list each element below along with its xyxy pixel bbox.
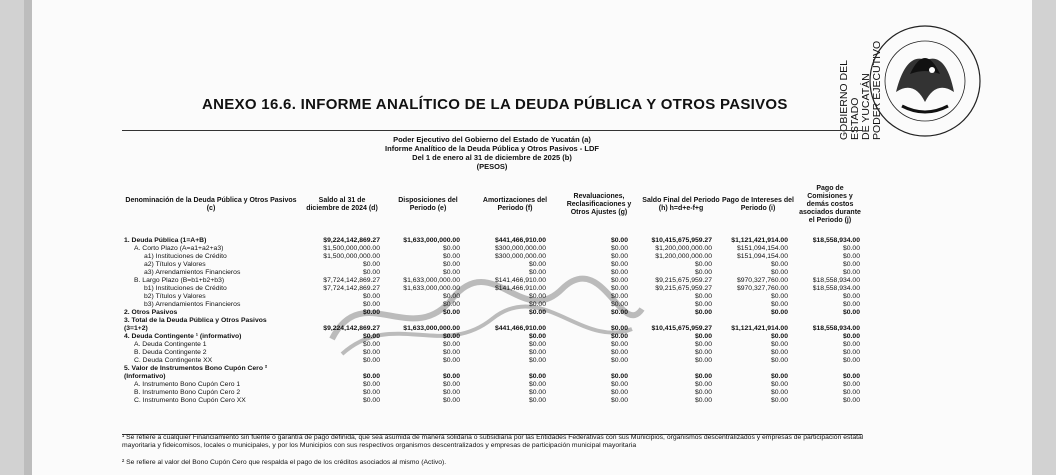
table-cell: $18,558,934.00	[812, 325, 860, 332]
table-cell: $0.00	[842, 389, 860, 396]
table-cell: $0.00	[442, 309, 460, 316]
column-header: Revaluaciones, Reclasificaciones y Otros Ajustes (g)	[566, 193, 632, 216]
stamp-line-2: DE YUCATÁN	[860, 73, 872, 140]
table-cell: $0.00	[442, 301, 460, 308]
footnote-2: ² Se refiere al valor del Bono Cupón Cero que respalda el pago de los créditos asociados al mismo (Activo).	[122, 459, 447, 466]
table-cell: $0.00	[528, 293, 546, 300]
table-cell: $0.00	[528, 341, 546, 348]
table-cell: $0.00	[528, 357, 546, 364]
table-row-label: A. Instrumento Bono Cupón Cero 1	[134, 381, 241, 388]
table-row-label: C. Instrumento Bono Cupón Cero XX	[134, 397, 246, 404]
table-cell: $0.00	[770, 333, 788, 340]
table-cell: $0.00	[842, 253, 860, 260]
table-row-label: 5. Valor de Instrumentos Bono Cupón Cero ²	[124, 365, 268, 372]
table-cell: $18,558,934.00	[812, 285, 860, 292]
table-cell: $0.00	[842, 373, 860, 380]
table-cell: $300,000,000.00	[494, 253, 546, 260]
table-cell: $0.00	[770, 293, 788, 300]
table-cell: $0.00	[528, 397, 546, 404]
table-cell: $0.00	[610, 269, 628, 276]
column-header: Saldo Final del Periodo (h) h=d+e-f+g	[642, 197, 720, 212]
table-cell: $0.00	[842, 341, 860, 348]
table-cell: $0.00	[362, 381, 380, 388]
table-cell: $9,215,675,959.27	[655, 277, 712, 284]
national-seal-icon	[866, 22, 984, 140]
table-row-label: A. Deuda Contingente 1	[134, 341, 207, 348]
table-cell: $0.00	[528, 349, 546, 356]
table-cell: $1,633,000,000.00	[403, 325, 460, 332]
table-cell: $141,466,910.00	[494, 277, 546, 284]
table-cell: $0.00	[362, 349, 380, 356]
table-cell: $0.00	[770, 389, 788, 396]
column-header: Disposiciones del Periodo (e)	[398, 197, 458, 212]
stamp-line-1: GOBIERNO DEL ESTADO	[838, 60, 861, 140]
table-cell: $9,224,142,869.27	[323, 237, 380, 244]
table-cell: $0.00	[770, 309, 788, 316]
table-cell: $0.00	[442, 341, 460, 348]
table-cell: $1,500,000,000.00	[323, 253, 380, 260]
table-row-label: a2) Títulos y Valores	[144, 261, 206, 268]
column-header: Denominación de la Deuda Pública y Otros Pasivos (c)	[125, 197, 297, 212]
table-cell: $0.00	[362, 333, 380, 340]
table-cell: $0.00	[770, 381, 788, 388]
table-cell: $0.00	[610, 381, 628, 388]
table-cell: $0.00	[694, 357, 712, 364]
table-cell: $0.00	[528, 333, 546, 340]
table-cell: $0.00	[528, 269, 546, 276]
table-cell: $0.00	[610, 253, 628, 260]
table-cell: $0.00	[770, 357, 788, 364]
table-cell: $0.00	[610, 373, 628, 380]
table-cell: $1,200,000,000.00	[655, 245, 712, 252]
table-cell: $0.00	[842, 269, 860, 276]
table-row-label: 3. Total de la Deuda Pública y Otros Pasivos	[124, 317, 267, 324]
table-cell: $18,558,934.00	[812, 237, 860, 244]
table-cell: $0.00	[610, 349, 628, 356]
table-cell: $1,633,000,000.00	[403, 285, 460, 292]
table-cell: $0.00	[770, 349, 788, 356]
table-cell: $0.00	[442, 349, 460, 356]
table-cell: $0.00	[842, 245, 860, 252]
report-name: Informe Analítico de la Deuda Pública y Otros Pasivos - LDF	[385, 144, 599, 153]
table-row-label: a3) Arrendamientos Financieros	[144, 269, 241, 276]
table-row-label: B. Largo Plazo (B=b1+b2+b3)	[134, 277, 225, 284]
table-cell: $0.00	[442, 269, 460, 276]
table-cell: $10,415,675,959.27	[651, 237, 712, 244]
table-cell: $0.00	[842, 349, 860, 356]
table-row-label-continued: (3=1+2)	[124, 325, 148, 332]
column-header: Pago de Comisiones y demás costos asociados durante el Periodo (j)	[799, 185, 861, 224]
table-cell: $970,327,760.00	[736, 285, 788, 292]
table-cell: $0.00	[442, 245, 460, 252]
table-row-label: A. Corto Plazo (A=a1+a2+a3)	[134, 245, 224, 252]
table-cell: $0.00	[610, 397, 628, 404]
document-page	[24, 0, 1032, 475]
table-cell: $0.00	[528, 373, 546, 380]
table-cell: $0.00	[442, 381, 460, 388]
table-cell: $0.00	[694, 349, 712, 356]
table-cell: $0.00	[442, 261, 460, 268]
table-row-label: a1) Instituciones de Crédito	[144, 253, 227, 260]
debt-report-table	[122, 130, 862, 435]
table-cell: $0.00	[610, 333, 628, 340]
column-header: Amortizaciones del Periodo (f)	[482, 197, 548, 212]
table-cell: $1,200,000,000.00	[655, 253, 712, 260]
table-cell: $0.00	[362, 293, 380, 300]
table-row-label-continued: (Informativo)	[124, 373, 166, 380]
table-cell: $0.00	[442, 333, 460, 340]
table-cell: $0.00	[362, 357, 380, 364]
column-header: Pago de Intereses del Periodo (i)	[722, 197, 794, 212]
table-cell: $0.00	[842, 333, 860, 340]
table-cell: $7,724,142,869.27	[323, 277, 380, 284]
stamp-line-3: PODER EJECUTIVO	[871, 40, 883, 140]
table-cell: $0.00	[362, 397, 380, 404]
table-cell: $0.00	[770, 261, 788, 268]
table-cell: $441,466,910.00	[494, 325, 546, 332]
table-cell: $0.00	[694, 309, 712, 316]
table-cell: $0.00	[770, 373, 788, 380]
binding-edge	[24, 0, 32, 475]
report-currency: (PESOS)	[476, 162, 508, 171]
table-cell: $0.00	[528, 381, 546, 388]
table-cell: $0.00	[694, 269, 712, 276]
table-cell: $0.00	[694, 373, 712, 380]
table-cell: $0.00	[842, 261, 860, 268]
footnote-1: ¹ Se refiere a cualquier Financiamiento sin fuente o garantía de pago definida, que sea asumida de manera solidaria o subsidiaria por las Entidades Federativas con sus Municipios, organismos descentralizados y empresas de participación estatal mayoritaria y fideicomisos, locales o municipales, y por los Municipios con sus respectivos organismos descentralizados y empresas de participación municipal mayoritaria	[122, 434, 864, 449]
table-cell: $0.00	[694, 381, 712, 388]
table-cell: $0.00	[528, 301, 546, 308]
table-cell: $0.00	[610, 309, 628, 316]
table-cell: $7,724,142,869.27	[323, 285, 380, 292]
table-cell: $0.00	[770, 341, 788, 348]
table-cell: $9,215,675,959.27	[655, 285, 712, 292]
table-cell: $0.00	[610, 293, 628, 300]
table-cell: $0.00	[842, 301, 860, 308]
table-cell: $151,094,154.00	[736, 253, 788, 260]
table-cell: $18,558,934.00	[812, 277, 860, 284]
table-cell: $0.00	[362, 301, 380, 308]
table-cell: $0.00	[842, 357, 860, 364]
table-cell: $141,466,910.00	[494, 285, 546, 292]
table-cell: $0.00	[528, 389, 546, 396]
table-cell: $1,121,421,914.00	[731, 325, 788, 332]
table-cell: $441,466,910.00	[494, 237, 546, 244]
report-period: Del 1 de enero al 31 de diciembre de 2025 (b)	[412, 153, 572, 162]
table-cell: $0.00	[442, 293, 460, 300]
table-cell: $0.00	[610, 277, 628, 284]
table-cell: $0.00	[842, 397, 860, 404]
table-cell: $1,121,421,914.00	[731, 237, 788, 244]
table-cell: $1,633,000,000.00	[403, 277, 460, 284]
table-cell: $0.00	[610, 357, 628, 364]
table-row-label: b2) Títulos y Valores	[144, 293, 206, 300]
table-row-label: b1) Instituciones de Crédito	[144, 285, 227, 292]
table-row-label: 2. Otros Pasivos	[124, 309, 178, 316]
table-cell: $0.00	[362, 373, 380, 380]
table-row-label: 1. Deuda Pública (1=A+B)	[124, 237, 207, 244]
table-cell: $0.00	[610, 389, 628, 396]
table-cell: $0.00	[770, 397, 788, 404]
table-cell: $0.00	[694, 333, 712, 340]
table-cell: $0.00	[694, 293, 712, 300]
table-cell: $0.00	[528, 261, 546, 268]
table-row-label: C. Deuda Contingente XX	[134, 357, 213, 364]
table-cell: $0.00	[770, 269, 788, 276]
table-cell: $0.00	[362, 389, 380, 396]
table-cell: $0.00	[442, 357, 460, 364]
table-cell: $0.00	[610, 261, 628, 268]
table-cell: $0.00	[442, 397, 460, 404]
table-cell: $970,327,760.00	[736, 277, 788, 284]
table-cell: $0.00	[610, 237, 628, 244]
table-cell: $10,415,675,959.27	[651, 325, 712, 332]
table-row-label: B. Deuda Contingente 2	[134, 349, 207, 356]
table-cell: $0.00	[610, 341, 628, 348]
report-entity: Poder Ejecutivo del Gobierno del Estado de Yucatán (a)	[393, 135, 591, 144]
table-cell: $0.00	[610, 301, 628, 308]
table-cell: $0.00	[442, 373, 460, 380]
table-cell: $0.00	[362, 341, 380, 348]
table-cell: $0.00	[694, 341, 712, 348]
page-title: ANEXO 16.6. INFORME ANALÍTICO DE LA DEUDA PÚBLICA Y OTROS PASIVOS	[202, 96, 788, 113]
column-header: Saldo al 31 de diciembre de 2024 (d)	[306, 197, 378, 212]
table-cell: $0.00	[842, 293, 860, 300]
table-cell: $0.00	[442, 253, 460, 260]
table-cell: $0.00	[610, 285, 628, 292]
table-cell: $0.00	[694, 261, 712, 268]
table-cell: $0.00	[362, 269, 380, 276]
table-cell: $0.00	[610, 325, 628, 332]
table-cell: $0.00	[610, 245, 628, 252]
table-row-label: 4. Deuda Contingente ¹ (informativo)	[124, 333, 242, 340]
table-cell: $0.00	[694, 301, 712, 308]
table-cell: $300,000,000.00	[494, 245, 546, 252]
table-cell: $0.00	[842, 381, 860, 388]
table-row-label: b3) Arrendamientos Financieros	[144, 301, 241, 308]
table-row-label: B. Instrumento Bono Cupón Cero 2	[134, 389, 241, 396]
table-cell: $0.00	[442, 389, 460, 396]
table-cell: $0.00	[694, 389, 712, 396]
table-cell: $0.00	[842, 309, 860, 316]
table-cell: $0.00	[770, 301, 788, 308]
table-cell: $0.00	[362, 309, 380, 316]
table-cell: $0.00	[694, 397, 712, 404]
table-cell: $9,224,142,869.27	[323, 325, 380, 332]
table-cell: $151,094,154.00	[736, 245, 788, 252]
table-cell: $1,500,000,000.00	[323, 245, 380, 252]
table-cell: $0.00	[528, 309, 546, 316]
table-cell: $0.00	[362, 261, 380, 268]
table-cell: $1,633,000,000.00	[403, 237, 460, 244]
